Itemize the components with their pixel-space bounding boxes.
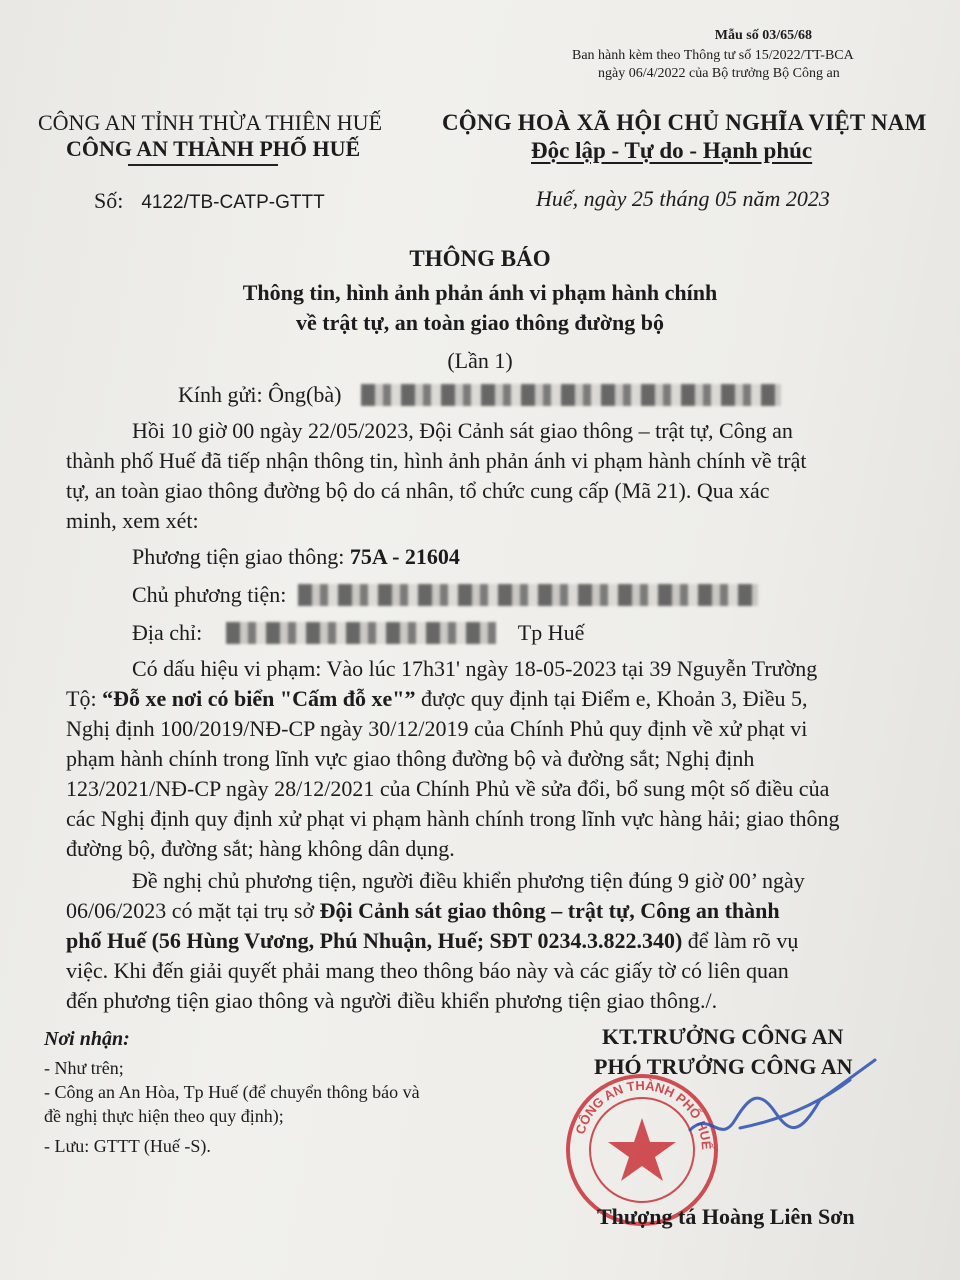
violation-line — [66, 686, 807, 712]
request-line — [66, 898, 780, 924]
notice-title: THÔNG BÁO — [409, 246, 551, 271]
violation-legal-basis: được quy định tại Điểm e, Khoản 3, Điều 5, — [415, 686, 808, 711]
greeting — [178, 382, 781, 408]
paragraph-line: phạm hành chính trong lĩnh vực giao thông đường bộ và đường sắt; Nghị định — [66, 746, 755, 771]
paragraph-line: các Nghị định quy định xử phạt vi phạm hành chính trong lĩnh vực hàng hải; giao thông — [66, 806, 840, 831]
violation-description: “Đỗ xe nơi có biển "Cấm đỗ xe"” — [102, 686, 416, 711]
owner-line — [132, 582, 758, 608]
request-line: Đề nghị chủ phương tiện, người điều khiển phương tiện đúng 9 giờ 00’ ngày — [132, 868, 805, 893]
redacted-owner-name — [298, 584, 758, 606]
paragraph-line: tự, an toàn giao thông đường bộ do cá nhân, tổ chức cung cấp (Mã 21). Qua xác — [66, 478, 770, 503]
violation-prefix: Tộ: — [66, 686, 103, 711]
recipient-item: - Lưu: GTTT (Huế -S). — [44, 1136, 211, 1156]
request-line: đến phương tiện giao thông và người điều khiển phương tiện giao thông./. — [66, 988, 718, 1013]
request-purpose: để làm rõ vụ — [682, 928, 799, 953]
owner-label: Chủ phương tiện: — [132, 582, 287, 607]
redacted-address — [226, 622, 496, 644]
request-office: Đội Cảnh sát giao thông – trật tự, Công an thành — [319, 898, 780, 923]
vehicle-plate: 75A - 21604 — [349, 544, 460, 569]
document-number-value: 4122/TB-CATP-GTTT — [141, 192, 325, 213]
national-motto: Độc lập - Tự do - Hạnh phúc — [531, 138, 813, 163]
agency-underline — [128, 164, 278, 166]
recipient-item: - Công an An Hòa, Tp Huế (để chuyển thông báo và — [44, 1082, 420, 1102]
agency-parent: CÔNG AN TỈNH THỪA THIÊN HUẾ — [38, 110, 383, 135]
signature-title-line1: KT.TRƯỞNG CÔNG AN — [602, 1024, 844, 1049]
form-reference-line1: Ban hành kèm theo Thông tư số 15/2022/TT-BCA — [572, 48, 854, 63]
recipient-item: đề nghị thực hiện theo quy định); — [44, 1106, 284, 1126]
paragraph-line: minh, xem xét: — [66, 508, 199, 533]
request-line — [66, 928, 798, 954]
violation-line: Có dấu hiệu vi phạm: Vào lúc 17h31' ngày 18-05-2023 tại 39 Nguyễn Trường — [132, 656, 818, 681]
agency-name: CÔNG AN THÀNH PHỐ HUẾ — [66, 136, 361, 161]
notice-subtitle-line1: Thông tin, hình ảnh phản ánh vi phạm hành chính — [242, 280, 718, 305]
vehicle-label: Phương tiện giao thông: — [132, 544, 350, 569]
paragraph-line: đường bộ, đường sắt; hàng không dân dụng. — [66, 836, 455, 861]
request-office-address: phố Huế (56 Hùng Vương, Phú Nhuận, Huế; SĐT 0234.3.822.340) — [66, 928, 683, 953]
signature-title-line2: PHÓ TRƯỞNG CÔNG AN — [594, 1054, 853, 1079]
document-number-label: Số: — [94, 188, 124, 213]
signer-name: Thượng tá Hoàng Liên Sơn — [597, 1204, 855, 1229]
notice-attempt: (Lần 1) — [447, 348, 513, 373]
recipients-title: Nơi nhận: — [44, 1028, 130, 1050]
paragraph-line: Hồi 10 giờ 00 ngày 22/05/2023, Đội Cảnh sát giao thông – trật tự, Công an — [132, 418, 793, 443]
recipient-item: - Như trên; — [44, 1058, 124, 1078]
redacted-recipient-name — [361, 384, 781, 406]
republic-title: CỘNG HOÀ XÃ HỘI CHỦ NGHĨA VIỆT NAM — [442, 110, 927, 135]
paragraph-line: Nghị định 100/2019/NĐ-CP ngày 30/12/2019 của Chính Phủ quy định về xử phạt vi — [66, 716, 808, 741]
address-line — [132, 620, 584, 646]
address-label: Địa chỉ: — [132, 620, 203, 645]
greeting-label: Kính gửi: Ông(bà) — [178, 382, 342, 407]
document-number — [94, 188, 325, 214]
address-city: Tp Huế — [517, 620, 585, 645]
vehicle-line — [132, 544, 460, 570]
svg-text:CÔNG AN THÀNH PHỐ HUẾ: CÔNG AN THÀNH PHỐ HUẾ — [572, 1077, 715, 1151]
form-number: Mẫu số 03/65/68 — [714, 28, 812, 43]
form-reference-line2: ngày 06/4/2022 của Bộ trưởng Bộ Công an — [598, 66, 840, 81]
handwritten-signature-icon — [680, 1050, 880, 1150]
request-date: 06/06/2023 có mặt tại trụ sở — [66, 898, 320, 923]
paragraph-line: 123/2021/NĐ-CP ngày 28/12/2021 của Chính Phủ về sửa đổi, bổ sung một số điều của — [66, 776, 830, 801]
place-date: Huế, ngày 25 tháng 05 năm 2023 — [536, 186, 830, 211]
request-line: việc. Khi đến giải quyết phải mang theo thông báo này và các giấy tờ có liên quan — [66, 958, 789, 983]
notice-subtitle-line2: về trật tự, an toàn giao thông đường bộ — [295, 310, 664, 335]
paragraph-line: thành phố Huế đã tiếp nhận thông tin, hình ảnh phản ánh vi phạm hành chính về trật — [66, 448, 807, 473]
